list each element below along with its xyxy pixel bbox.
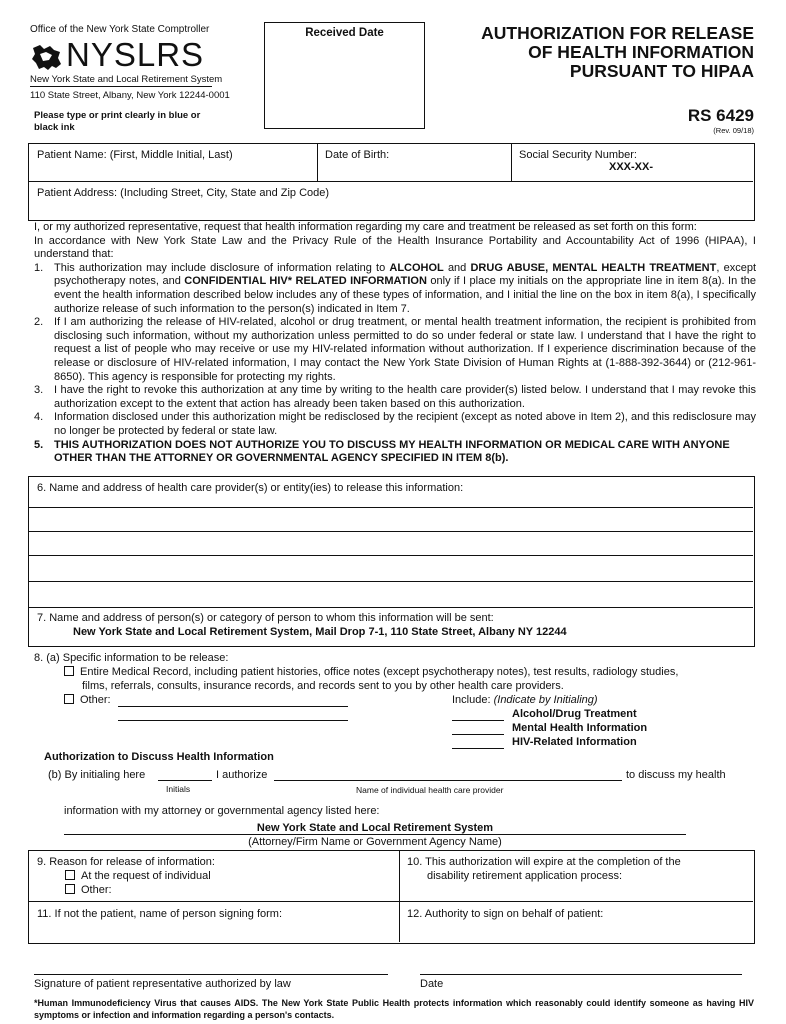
title-line-3: PURSUANT TO HIPAA (569, 61, 754, 81)
patient-info-box (28, 143, 755, 221)
hiv-footnote: *Human Immunodeficiency Virus that causes AIDS. The New York State Public Health protects information which reasonably could identify someone as having HIV symptoms or infection and information regarding a person's contacts. (34, 998, 754, 1020)
patient-name-field[interactable] (37, 149, 312, 179)
print-instruction: Please type or print clearly in blue or black ink (34, 110, 201, 133)
title-line-1: AUTHORIZATION FOR RELEASE (481, 23, 754, 43)
provider-name-line[interactable] (274, 780, 622, 781)
section-7-label: 7. Name and address of person(s) or category of person to whom this information will be sent: (37, 612, 494, 624)
providers-box (28, 476, 755, 647)
entire-record-option[interactable]: Entire Medical Record, including patient histories, office notes (except psychotherapy notes), test results, radiology studies, (64, 666, 678, 678)
patient-address-field[interactable] (37, 187, 747, 217)
initial-mental-health-line[interactable] (452, 734, 504, 735)
other-line-1[interactable] (118, 706, 348, 707)
authorization-terms (34, 221, 756, 466)
initial-hiv-line[interactable] (452, 748, 504, 749)
ssn-value: XXX-XX- (609, 161, 654, 173)
section-10-label-cont: disability retirement application process: (427, 870, 623, 882)
reason-box (28, 850, 755, 944)
section-8b-mid: I authorize (216, 769, 268, 781)
attorney-line (64, 834, 686, 835)
date-of-birth-field[interactable] (325, 149, 505, 179)
patient-address-label: Patient Address: (Including Street, City, State and Zip Code) (37, 187, 330, 199)
date-label: Date (420, 978, 444, 990)
provider-line-2[interactable] (29, 531, 753, 555)
other-option[interactable]: Other: (64, 694, 111, 706)
include-label: Include: (Indicate by Initialing) (452, 694, 598, 706)
received-date-box[interactable] (264, 22, 425, 129)
divider (399, 851, 400, 942)
section-11-label: 11. If not the patient, name of person signing form: (37, 908, 282, 920)
other-checkbox[interactable] (64, 694, 74, 704)
system-name: New York State and Local Retirement System (30, 74, 223, 85)
signature-label: Signature of patient representative authorized by law (34, 978, 291, 990)
agency-address: 110 State Street, Albany, New York 12244-0001 (30, 90, 230, 101)
provider-caption: Name of individual health care provider (356, 785, 504, 795)
date-line[interactable] (420, 974, 742, 975)
attorney-line-text: information with my attorney or governmental agency listed here: (64, 805, 380, 817)
include-mental-health: Mental Health Information (512, 722, 648, 734)
initials-line[interactable] (158, 780, 212, 781)
entire-record-checkbox[interactable] (64, 666, 74, 676)
divider (29, 607, 753, 608)
other-line-2[interactable] (118, 720, 348, 721)
reason-other-option[interactable]: Other: (65, 884, 112, 896)
ssn-field[interactable] (519, 149, 749, 179)
attorney-value: New York State and Local Retirement System (256, 822, 494, 834)
form-title (434, 24, 754, 81)
section-12-label: 12. Authority to sign on behalf of patient: (407, 908, 604, 920)
intro-paragraph-2: In accordance with New York State Law and the Privacy Rule of the Health Insurance Portability and Accountability Act of 1996 (HIPAA), I understand that: (34, 234, 756, 261)
initials-caption: Initials (166, 784, 191, 794)
received-date-label: Received Date (305, 27, 384, 39)
section-8b-prefix: (b) By initialing here (48, 769, 146, 781)
authority-field[interactable] (407, 908, 747, 938)
section-8a-label: 8. (a) Specific information to be release: (34, 652, 229, 664)
divider (511, 144, 512, 182)
section-6-label: 6. Name and address of health care provider(s) or entity(ies) to release this information: (37, 482, 464, 494)
revision-date: (Rev. 09/18) (713, 126, 754, 135)
divider (317, 144, 318, 182)
provider-line-4[interactable] (29, 581, 753, 607)
section-8b-suffix: to discuss my health (626, 769, 726, 781)
logo-wordmark: NYSLRS (66, 36, 205, 73)
section-9-label: 9. Reason for release of information: (37, 856, 215, 868)
divider (29, 901, 753, 902)
logo-divider (30, 86, 212, 87)
discuss-heading: Authorization to Discuss Health Information (44, 751, 274, 763)
reason-other-checkbox[interactable] (65, 884, 75, 894)
patient-name-label: Patient Name: (First, Middle Initial, Last) (37, 149, 233, 161)
section-10-label: 10. This authorization will expire at the completion of the (407, 856, 681, 868)
dob-label: Date of Birth: (325, 149, 390, 161)
reason-request-checkbox[interactable] (65, 870, 75, 880)
recipient-address: New York State and Local Retirement System, Mail Drop 7-1, 110 State Street, Albany NY 12244 (73, 626, 567, 638)
provider-line-3[interactable] (29, 555, 753, 581)
entire-record-cont: films, referrals, consults, insurance records, and records sent to you by other health care providers. (82, 680, 564, 692)
term-item-2: 2. If I am authorizing the release of HIV-related, alcohol or drug treatment, or mental health treatment information, the recipient is prohibited from disclosing such information, without my authorization unless permitted to do so under federal or state law. I understand that I have the right to request a list of people who may receive or use my HIV-related information without authorization. If I experience discrimination because of the release or disclosure of HIV-related information, I may contact the New York State Division of Human Rights at (1-888-392-3644) or (212-961-8650). This agency is responsible for protecting my rights. (34, 316, 756, 383)
include-hiv: HIV-Related Information (512, 736, 637, 748)
agency-name: Office of the New York State Comptroller (30, 24, 210, 35)
term-item-1: 1. This authorization may include disclosure of information relating to ALCOHOL and DRUG ABUSE, MENTAL HEALTH TREATMENT, except psychotherapy notes, and CONFIDENTIAL HIV* RELATED INFORMATION only if I place my initials on the appropriate line in item 8(a). In the event the health information described below includes any of these types of information, and I initial the line on the box in item 8(a), I specifically authorize release of such information to the person(s) indicated in Item 7. (34, 261, 757, 315)
reason-request-option[interactable]: At the request of individual (65, 870, 211, 882)
attorney-caption: (Attorney/Firm Name or Government Agency Name) (248, 836, 502, 848)
signature-line[interactable] (34, 974, 388, 975)
term-item-3: 3. I have the right to revoke this authorization at any time by writing to the health care provider(s) listed below. I understand that I may revoke this authorization except to the extent that action has already been taken based on this authorization. (34, 384, 756, 410)
initial-alcohol-line[interactable] (452, 720, 504, 721)
ssn-label: Social Security Number: (519, 149, 637, 161)
divider (29, 181, 753, 182)
intro-paragraph: I, or my authorized representative, request that health information regarding my care and treatment be released as set forth on this form: (34, 221, 697, 233)
provider-line-1[interactable] (29, 507, 753, 531)
term-item-4: 4. Information disclosed under this authorization might be redisclosed by the recipient (except as noted above in Item 2), and this redisclosure may no longer be protected by federal or state law. (34, 411, 756, 437)
signer-name-field[interactable] (37, 908, 392, 938)
nyslrs-logo-icon (30, 40, 64, 74)
title-line-2: OF HEALTH INFORMATION (528, 42, 754, 62)
form-number: RS 6429 (687, 106, 754, 125)
term-item-5: 5. THIS AUTHORIZATION DOES NOT AUTHORIZE YOU TO DISCUSS MY HEALTH INFORMATION OR MEDICAL CARE WITH ANYONE OTHER THAN THE ATTORNEY OR GOVERNMENTAL AGENCY SPECIFIED IN ITEM 8(b). (34, 438, 730, 465)
include-alcohol: Alcohol/Drug Treatment (512, 708, 637, 720)
